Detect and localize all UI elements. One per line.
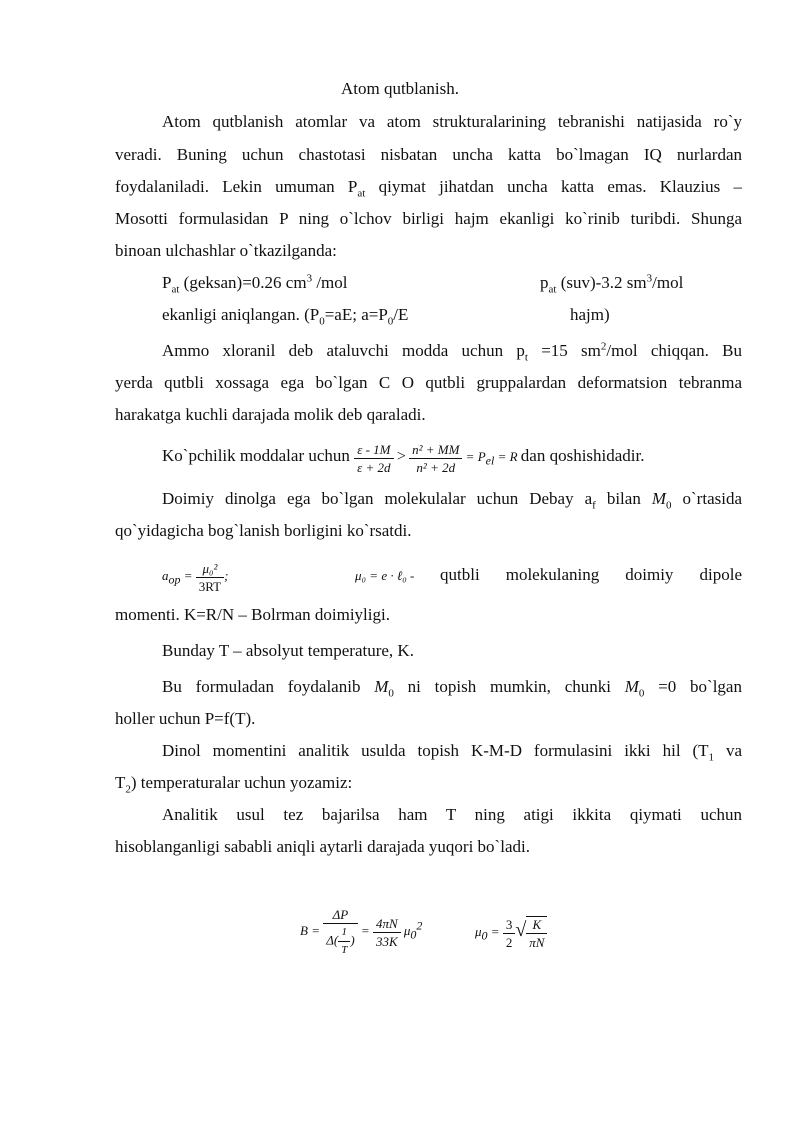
klauzius-formula: $\frac{\varepsilon - 1M}{\varepsilon + 2d}$ > $\frac{\text{n² + MM}}{\text{n² + 2d}}$ = $P_{el} = R$ <box>354 449 521 464</box>
formula-klauzius-mosotti-line: Ko`pchilik moddalar uchun $\frac{\varepsilon - 1M}{\varepsilon + 2d}$ > $\frac{\text{n² + MM}}{\text{n² + 2d}}$ = $P_{el} = R$ dan qoshishidadir. <box>162 441 645 475</box>
value-geksan: $P_{at}$ (geksan)=0.26 $cm^3$ /mol <box>162 272 348 296</box>
paragraph-1-line-4: Mosotti formulasidan P ning o`lchov birligi hajm ekanligi ko`rinib turibdi. Shunga <box>115 209 742 228</box>
paragraph-1-line-3: foydalaniladi. Lekin umuman $P_{at}$ qiymat jihatdan uncha katta emas. Klauzius – <box>115 177 742 200</box>
paragraph-3-line-1: Doimiy dinolga ega bo`lgan molekulalar uchun Debay $a_f$ bilan $M_0$ o`rtasida <box>162 489 742 512</box>
polarization-relation: ekanligi aniqlangan. ($P_0=aE$; $a=P_0/E$ <box>162 305 409 328</box>
debye-formula: $a_{op}$ = $\frac{\text{μ₀²}}{3RT}$ ; <box>162 560 229 594</box>
dipole-calc-formula: B = ΔP Δ( $\frac{1}{T}$ ) = $\frac{4\pi N}{33K}$ $\mu_0^2$ <box>300 906 423 956</box>
paragraph-4-line-1: momenti. K=R/N – Bolrman doimiyligi. <box>115 605 390 624</box>
paragraph-8-line-2: hisoblanganligi sababli aniqli aytarli darajada yuqori bo`ladi. <box>115 837 530 856</box>
paragraph-8-line-1: Analitik usul tez bajarilsa ham T ning atigi ikkita qiymati uchun <box>162 805 742 824</box>
paragraph-6-line-1: Bu formuladan foydalanib $M_0$ ni topish mumkin, chunki $M_0 =0$ bo`lgan <box>162 677 742 700</box>
paragraph-7-line-2: $T_2$) temperaturalar uchun yozamiz: <box>115 773 353 796</box>
paragraph-3-line-2: qo`yidagicha bog`lanish borligini ko`rsatdi. <box>115 521 412 540</box>
dipole-description: qutbli molekulaning doimiy dipole <box>440 565 742 584</box>
page-title: Atom qutblanish. <box>340 79 460 98</box>
paragraph-5-line-1: Bunday T – absolyut temperature, K. <box>162 641 414 660</box>
paragraph-7-line-1: Dinol momentini analitik usulda topish K-M-D formulasini ikki hil ($T_1$ va <box>162 741 742 764</box>
dipole-mu-formula: $\mu_0$ = $\frac{3}{2}$ √ $\frac{K}{\pi N}$ <box>475 895 547 965</box>
paragraph-1-line-2: veradi. Buning uchun chastotasi nisbatan uncha katta bo`lmagan IQ nurlardan <box>115 145 742 164</box>
dipole-moment-formula: μ₀ = e · ℓ₀ - <box>355 568 415 583</box>
hajm-note: hajm) <box>570 305 610 324</box>
paragraph-2-line-1: Ammo xloranil deb ataluvchi modda uchun $p_t =15$ $sm^2$/mol chiqqan. Bu <box>162 340 742 364</box>
paragraph-6-line-2: holler uchun P=f(T). <box>115 709 256 728</box>
value-suv: $p_{at}$ (suv)-3.2 $sm^3$/mol <box>540 272 684 296</box>
paragraph-2-line-2: yerda qutbli xossaga ega bo`lgan C O qutbli gruppalardan deformatsion tebranma <box>115 373 742 392</box>
paragraph-1-line-5: binoan ulchashlar o`tkazilganda: <box>115 241 337 260</box>
paragraph-2-line-3: harakatga kuchli darajada molik deb qaraladi. <box>115 405 426 424</box>
paragraph-1-line-1: Atom qutblanish atomlar va atom strukturalarining tebranishi natijasida ro`y <box>162 112 742 131</box>
